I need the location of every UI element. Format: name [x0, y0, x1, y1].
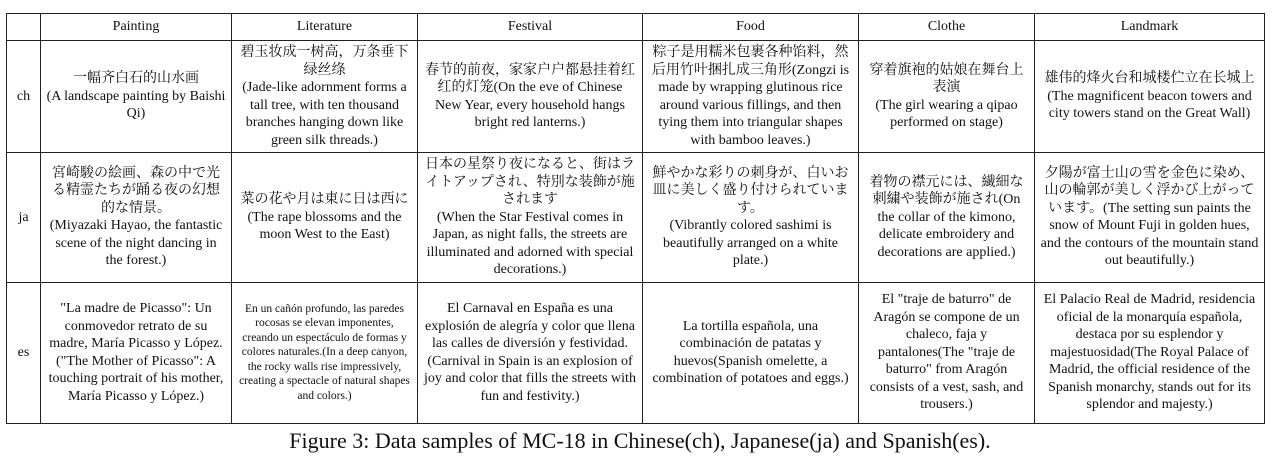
table-cell: El "traje de baturro" de Aragón se compone de un chaleco, faja y pantalones(The "traje de baturro" from Aragón consists of a vest, sash, and trousers.): [859, 282, 1035, 423]
column-header: Festival: [418, 14, 643, 41]
column-header: Painting: [41, 14, 232, 41]
table-cell: 着物の襟元には、繊細な刺繍や装飾が施され(On the collar of the kimono, delicate embroidery and decorations are applied.): [859, 153, 1035, 283]
table-cell: 碧玉妆成一树高，万条垂下绿丝绦 (Jade-like adornment forms a tall tree, with ten thousand branches hanging down like green silk threads.): [232, 41, 418, 153]
table-cell: "La madre de Picasso": Un conmovedor retrato de su madre, María Picasso y López.("The Mother of Picasso": A touching portrait of his mother, María Picasso y López.): [41, 282, 232, 423]
column-header: Literature: [232, 14, 418, 41]
table-cell: El Carnaval en España es una explosión de alegría y color que llena las calles de diversión y festividad.(Carnival in Spain is an explosion of joy and color that fills the streets with fun and festivity.): [418, 282, 643, 423]
row-language-label: ja: [7, 153, 41, 283]
table-cell: 菜の花や月は東に日は西に (The rape blossoms and the moon West to the East): [232, 153, 418, 283]
table-cell: El Palacio Real de Madrid, residencia oficial de la monarquía española, destaca por su esplendor y majestuosidad(The Royal Palace of Madrid, the official residence of the Spanish monarchy, stands out for its splendor and majesty.): [1035, 282, 1265, 423]
table-cell: La tortilla española, una combinación de patatas y huevos(Spanish omelette, a combination of potatoes and eggs.): [643, 282, 859, 423]
column-header: [7, 14, 41, 41]
data-samples-table: [6, 13, 1265, 424]
data-samples-table-container: [6, 13, 1264, 424]
figure-caption: Figure 3: Data samples of MC-18 in Chinese(ch), Japanese(ja) and Spanish(es).: [289, 428, 991, 453]
table-cell: 一幅齐白石的山水画 (A landscape painting by Baishi Qi): [41, 41, 232, 153]
table-cell: 日本の星祭り夜になると、街はライトアップされ、特別な装飾が施されます (When the Star Festival comes in Japan, as night falls, the streets are illuminated and adorned with special decorations.): [418, 153, 643, 283]
table-cell: 夕陽が富士山の雪を金色に染め、山の輪郭が美しく浮かび上がっています。(The setting sun paints the snow of Mount Fuji in golden hues, and the contours of the mountain stand out beautifully.): [1035, 153, 1265, 283]
table-cell: En un cañón profundo, las paredes rocosas se elevan imponentes, creando un espectáculo de formas y colores naturales.(In a deep canyon, the rocky walls rise impressively, creating a spectacle of natural shapes and colors.): [232, 282, 418, 423]
table-cell: 鮮やかな彩りの刺身が、白いお皿に美しく盛り付けられています。 (Vibrantly colored sashimi is beautifully arranged on a white plate.): [643, 153, 859, 283]
row-language-label: es: [7, 282, 41, 423]
row-language-label: ch: [7, 41, 41, 153]
table-row: [7, 153, 1265, 283]
table-header-row: [7, 14, 1265, 41]
table-cell: 雄伟的烽火台和城楼伫立在长城上 (The magnificent beacon towers and city towers stand on the Great Wall): [1035, 41, 1265, 153]
table-cell: 宮崎駿の絵画、森の中で光る精霊たちが踊る夜の幻想的な情景。 (Miyazaki Hayao, the fantastic scene of the night dancing in the forest.): [41, 153, 232, 283]
column-header: Food: [643, 14, 859, 41]
table-cell: 春节的前夜，家家户户都悬挂着红红的灯笼(On the eve of Chinese New Year, every household hangs bright red lanterns.): [418, 41, 643, 153]
column-header: Clothe: [859, 14, 1035, 41]
table-cell: 粽子是用糯米包裹各种馅料，然后用竹叶捆扎成三角形(Zongzi is made by wrapping glutinous rice around various fillings, and then tying them into triangular shapes with bamboo leaves.): [643, 41, 859, 153]
table-cell: 穿着旗袍的姑娘在舞台上表演 (The girl wearing a qipao performed on stage): [859, 41, 1035, 153]
table-row: [7, 282, 1265, 423]
column-header: Landmark: [1035, 14, 1265, 41]
table-row: [7, 41, 1265, 153]
